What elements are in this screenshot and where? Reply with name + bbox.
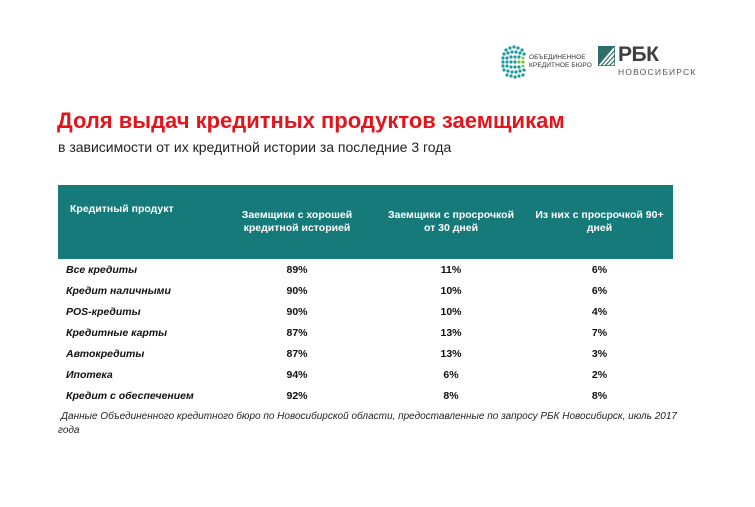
rbk-city: НОВОСИБИРСК: [618, 67, 697, 77]
good-history-cell: 92%: [286, 389, 308, 402]
okb-text-line1: ОБЪЕДИНЕННОЕ: [529, 54, 586, 61]
overdue-30-cell: 8%: [443, 389, 459, 402]
table-row: [58, 364, 673, 385]
overdue-90-cell: 7%: [591, 326, 608, 339]
product-cell: Кредитные карты: [66, 326, 168, 339]
logos: [500, 43, 697, 84]
rbk-logo: [598, 43, 697, 84]
overdue-90-cell: 3%: [591, 347, 608, 360]
product-cell: Ипотека: [66, 368, 113, 381]
okb-dots-logo-icon: [500, 44, 530, 80]
page-title: Доля выдач кредитных продуктов заемщикам: [57, 108, 565, 133]
column-header-good-history: Заемщики с хорошей кредитной историей: [218, 185, 376, 259]
source-footnote-text: Данные Объединенного кредитного бюро по Новосибирской области, предоставленные по запросу РБК Новосибирск, июль 2017 года: [58, 411, 677, 436]
table-row: [58, 259, 673, 280]
good-history-cell: 90%: [286, 284, 308, 297]
table-header-row: [58, 185, 673, 259]
good-history-cell: 90%: [286, 305, 308, 318]
overdue-30-cell: 10%: [440, 284, 462, 297]
okb-logo-text: [529, 54, 592, 70]
rbk-flag-logo-icon: [598, 46, 615, 66]
overdue-30-cell: 13%: [440, 347, 462, 360]
product-cell: POS-кредиты: [66, 305, 141, 318]
good-history-cell: 87%: [286, 326, 308, 339]
table-row: [58, 301, 673, 322]
credit-table: [58, 185, 673, 406]
overdue-30-cell: 11%: [440, 263, 462, 276]
overdue-30-cell: 10%: [440, 305, 462, 318]
overdue-90-cell: 2%: [591, 368, 608, 381]
table-row: [58, 343, 673, 364]
page-subtitle: в зависимости от их кредитной истории за последние 3 года: [58, 139, 452, 155]
overdue-30-cell: 13%: [440, 326, 462, 339]
okb-logo: [500, 44, 600, 84]
product-cell: Автокредиты: [66, 347, 145, 360]
table-row: [58, 385, 673, 406]
overdue-90-cell: 8%: [591, 389, 608, 402]
table-row: [58, 322, 673, 343]
column-header-product: Кредитный продукт: [58, 185, 218, 259]
rbk-name: РБК: [618, 43, 659, 66]
product-cell: Кредит наличными: [66, 284, 171, 297]
source-footnote: [58, 410, 698, 438]
column-header-overdue-30: Заемщики с просрочкой от 30 дней: [376, 185, 526, 259]
good-history-cell: 89%: [286, 263, 308, 276]
okb-text-line2: КРЕДИТНОЕ БЮРО: [529, 62, 592, 69]
overdue-90-cell: 6%: [591, 284, 608, 297]
overdue-90-cell: 6%: [591, 263, 608, 276]
overdue-90-cell: 4%: [591, 305, 608, 318]
product-cell: Все кредиты: [66, 263, 138, 276]
table-row: [58, 280, 673, 301]
good-history-cell: 94%: [286, 368, 308, 381]
product-cell: Кредит с обеспечением: [66, 389, 194, 402]
overdue-30-cell: 6%: [443, 368, 459, 381]
column-header-overdue-90: Из них с просрочкой 90+ дней: [526, 185, 673, 259]
good-history-cell: 87%: [286, 347, 308, 360]
